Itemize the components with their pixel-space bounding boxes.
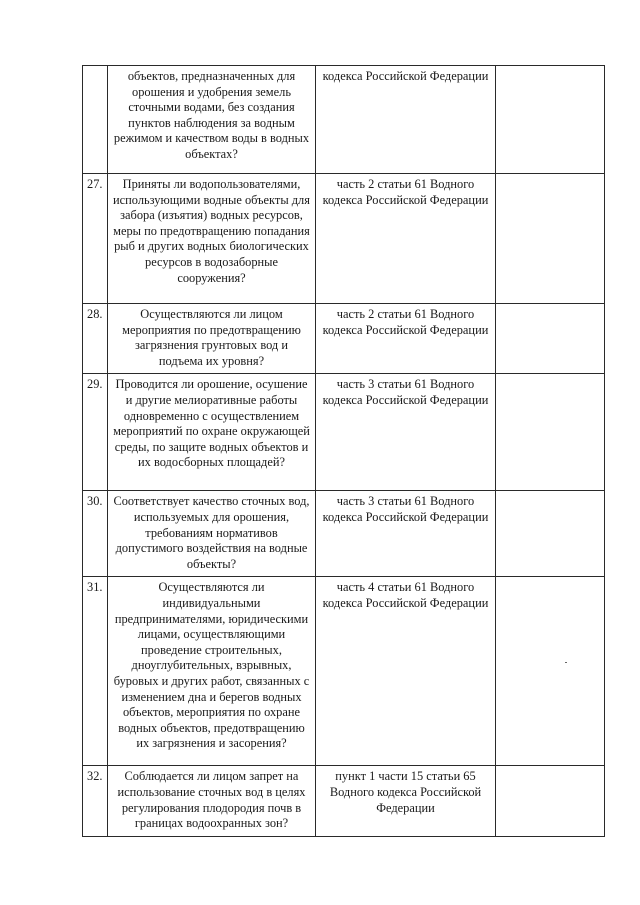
legal-reference-cell: кодекса Российской Федерации — [316, 66, 496, 174]
legal-reference-cell: часть 4 статьи 61 Водного кодекса Российской Федерации — [316, 577, 496, 766]
question-cell: Проводится ли орошение, осушение и другие мелиоративные работы одновременно с осуществлением мероприятий по охране окружающей среды, по защите водных объектов и их водосборных площадей? — [108, 374, 316, 491]
row-number: 31. — [83, 577, 108, 766]
scan-artifact — [565, 662, 567, 663]
row-number: 27. — [83, 174, 108, 304]
table-row — [83, 174, 605, 304]
table-row — [83, 66, 605, 174]
note-cell — [496, 766, 605, 836]
table-row — [83, 577, 605, 766]
checklist-table — [82, 65, 605, 837]
question-cell: Осуществляются ли индивидуальными предпринимателями, юридическими лицами, осуществляющими проведение строительных, дноуглубительных, взрывных, буровых и других работ, связанных с изменением дна и берегов водных объектов, мероприятия по охране водных объектов, предотвращению их загрязнения и засорения? — [108, 577, 316, 766]
note-cell — [496, 374, 605, 491]
note-cell — [496, 66, 605, 174]
legal-reference-cell: часть 2 статьи 61 Водного кодекса Российской Федерации — [316, 174, 496, 304]
note-cell — [496, 577, 605, 766]
question-cell: Осуществляются ли лицом мероприятия по предотвращению загрязнения грунтовых вод и подъема их уровня? — [108, 304, 316, 374]
table-row — [83, 766, 605, 836]
table-row — [83, 374, 605, 491]
note-cell — [496, 174, 605, 304]
legal-reference-cell: пункт 1 части 15 статьи 65 Водного кодекса Российской Федерации — [316, 766, 496, 836]
question-cell: объектов, предназначенных для орошения и удобрения земель сточными водами, без создания пунктов наблюдения за водным режимом и качеством воды в водных объектах? — [108, 66, 316, 174]
legal-reference-cell: часть 3 статьи 61 Водного кодекса Российской Федерации — [316, 374, 496, 491]
row-number: 32. — [83, 766, 108, 836]
row-number: 29. — [83, 374, 108, 491]
row-number — [83, 66, 108, 174]
question-cell: Соблюдается ли лицом запрет на использование сточных вод в целях регулирования плодородия почв в границах водоохранных зон? — [108, 766, 316, 836]
table-row — [83, 491, 605, 577]
table-row — [83, 304, 605, 374]
legal-reference-cell: часть 2 статьи 61 Водного кодекса Российской Федерации — [316, 304, 496, 374]
legal-reference-cell: часть 3 статьи 61 Водного кодекса Российской Федерации — [316, 491, 496, 577]
row-number: 28. — [83, 304, 108, 374]
note-cell — [496, 304, 605, 374]
question-cell: Соответствует качество сточных вод, используемых для орошения, требованиям нормативов допустимого воздействия на водные объекты? — [108, 491, 316, 577]
row-number: 30. — [83, 491, 108, 577]
question-cell: Приняты ли водопользователями, использующими водные объекты для забора (изъятия) водных ресурсов, меры по предотвращению попадания рыб и других водных биологических ресурсов в водозаборные сооружения? — [108, 174, 316, 304]
note-cell — [496, 491, 605, 577]
